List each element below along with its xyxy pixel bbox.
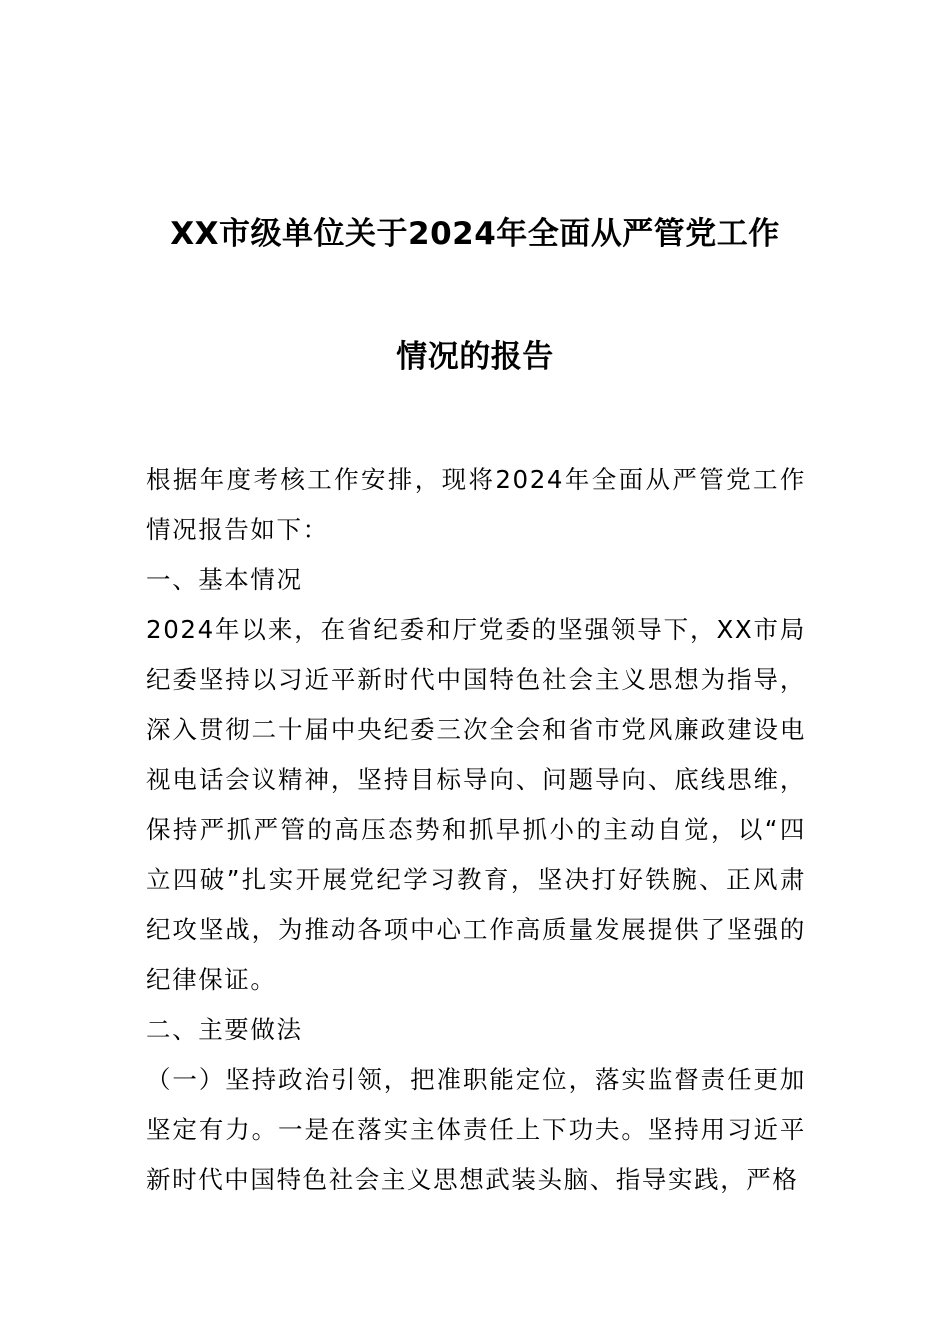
document-body [146, 455, 806, 1205]
section-heading-basic-situation: 一、基本情况 [146, 565, 303, 594]
paragraph-practice-1: （一）坚持政治引领，把准职能定位，落实监督责任更加坚定有力。一是在落实主体责任上下功夫。坚持用习近平新时代中国特色社会主义思想武装头脑、指导实践，严格 [146, 1065, 806, 1194]
section-heading-main-practices: 二、主要做法 [146, 1015, 303, 1044]
paragraph-basic-situation: 2024年以来，在省纪委和厅党委的坚强领导下，XX市局纪委坚持以习近平新时代中国特色社会主义思想为指导，深入贯彻二十届中央纪委三次全会和省市党风廉政建设电视电话会议精神，坚持目标导向、问题导向、底线思维，保持严抓严管的高压态势和抓早抓小的主动自觉，以“四立四破”扎实开展党纪学习教育，坚决打好铁腕、正风肃纪攻坚战，为推动各项中心工作高质量发展提供了坚强的纪律保证。 [146, 615, 806, 994]
document-title-line-1: XX市级单位关于2024年全面从严管党工作 [170, 216, 780, 252]
paragraph-intro: 根据年度考核工作安排，现将2024年全面从严管党工作情况报告如下： [146, 465, 806, 544]
document-title-line-2: 情况的报告 [396, 339, 554, 375]
